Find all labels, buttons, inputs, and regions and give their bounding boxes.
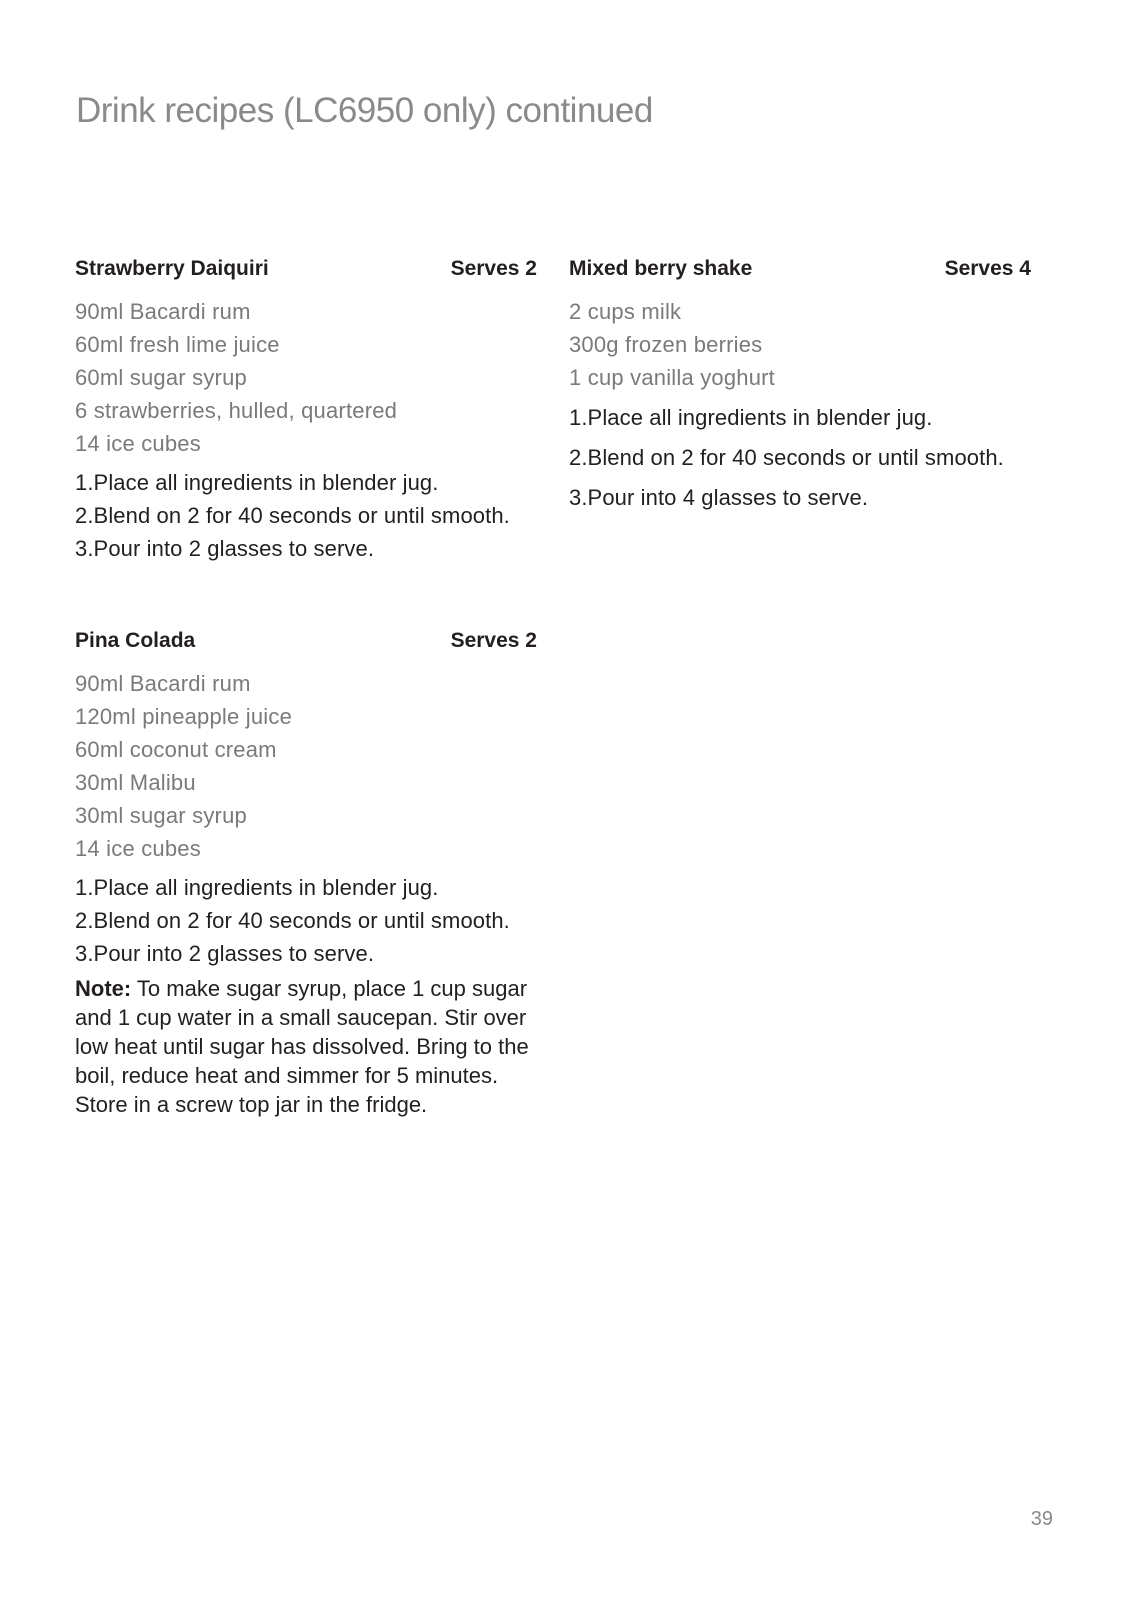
sugar-syrup-note [75,974,545,1119]
method-step: 2.Blend on 2 for 40 seconds or until smooth. [569,445,1004,470]
note-label: Note: [75,976,132,1001]
serves-label: Serves 2 [450,629,537,652]
method-step: 1.Place all ingredients in blender jug. [75,875,439,900]
recipe-title: Pina Colada [75,629,196,652]
method-steps [569,398,1031,518]
ingredient-item: 30ml sugar syrup [75,803,247,828]
method-step: 1.Place all ingredients in blender jug. [569,405,933,430]
ingredient-item: 14 ice cubes [75,431,201,456]
serves-label: Serves 2 [450,257,537,280]
method-step: 3.Pour into 2 glasses to serve. [75,941,375,966]
method-steps [75,466,537,565]
ingredient-item: 60ml sugar syrup [75,365,247,390]
method-step: 3.Pour into 4 glasses to serve. [569,485,869,510]
note-text: To make sugar syrup, place 1 cup sugar and 1 cup water in a small saucepan. Stir over low heat until sugar has dissolved. Bring to the boil, reduce heat and simmer for 5 minutes. Store in a screw top jar in the fridge. [75,976,529,1117]
recipe-title: Mixed berry shake [569,257,753,280]
ingredient-item: 90ml Bacardi rum [75,671,251,696]
ingredient-item: 6 strawberries, hulled, quartered [75,398,398,423]
recipe-pina-colada [75,629,537,1141]
ingredient-list [75,295,537,460]
ingredient-item: 120ml pineapple juice [75,704,293,729]
recipe-header [75,257,537,285]
recipe-title: Strawberry Daiquiri [75,257,269,280]
ingredient-item: 90ml Bacardi rum [75,299,251,324]
recipe-strawberry-daiquiri [75,257,537,565]
ingredient-item: 300g frozen berries [569,332,763,357]
page-title: Drink recipes (LC6950 only) continued [76,91,653,131]
method-step: 1.Place all ingredients in blender jug. [75,470,439,495]
ingredient-list [569,295,1031,394]
recipe-mixed-berry-shake [569,257,1031,518]
recipe-header [569,257,1031,285]
method-step: 2.Blend on 2 for 40 seconds or until smooth. [75,908,510,933]
ingredient-item: 60ml fresh lime juice [75,332,280,357]
serves-label: Serves 4 [944,257,1031,280]
method-step: 2.Blend on 2 for 40 seconds or until smooth. [75,503,510,528]
ingredient-item: 14 ice cubes [75,836,201,861]
method-steps [75,871,537,970]
ingredient-list [75,667,537,865]
ingredient-item: 30ml Malibu [75,770,196,795]
recipe-header [75,629,537,657]
ingredient-item: 1 cup vanilla yoghurt [569,365,775,390]
page-number: 39 [1030,1508,1053,1530]
ingredient-item: 2 cups milk [569,299,682,324]
ingredient-item: 60ml coconut cream [75,737,277,762]
method-step: 3.Pour into 2 glasses to serve. [75,536,375,561]
